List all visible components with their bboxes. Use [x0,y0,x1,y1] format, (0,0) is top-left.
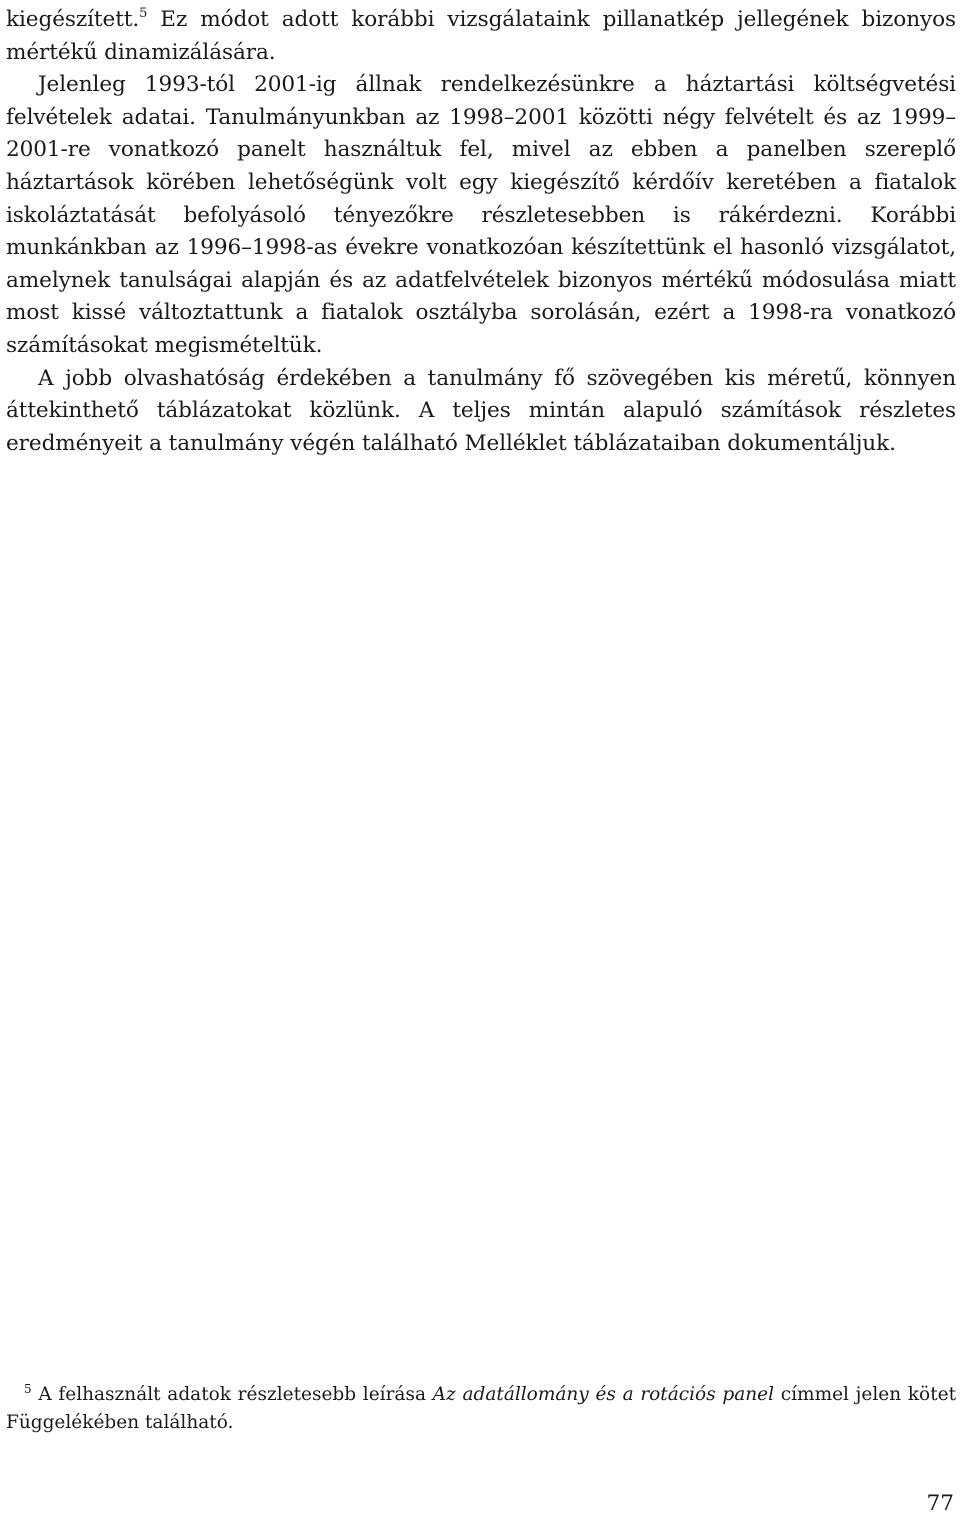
paragraph-tables-note: A jobb olvashatóság érdekében a tanulmány fő szövegében kis méretű, könnyen áttekinthető táblázatokat közlünk. A teljes mintán alapuló számítások részletes eredményeit a tanulmány végén található Melléklet táblázataiban dokumentáljuk. [6,365,956,456]
footnote-number: 5 [24,1382,32,1396]
main-text [6,4,956,460]
footnote-reference[interactable]: 5 [139,6,148,21]
page-number: 77 [926,1491,954,1516]
footnote [6,1381,956,1437]
paragraph-continuation [6,4,956,69]
footnote-text [6,1381,956,1437]
paragraph-text: kiegészített. [6,7,140,32]
paragraph-data-sources: Jelenleg 1993-tól 2001-ig állnak rendelkezésünkre a háztartási költségvetési felvételek adatai. Tanulmányunkban az 1998–2001 közötti négy felvételt és az 1999–2001-re vonatkozó panelt használtuk fel, mivel az ebben a panelben szereplő háztartások körében lehetőségünk volt egy kiegészítő kérdőív keretében a fiatalok iskoláztatását befolyásoló tényezőkre részletesebben is rákérdezni. Korábbi munkánkban az 1996–1998-as évekre vonatkozóan készítettünk el hasonló vizsgálatot, amelynek tanulságai alapján és az adatfelvételek bizonyos mértékű módosulása miatt most kissé változtattunk a fiatalok osztályba sorolásán, ezért a 1998-ra vonatkozó számításokat megismételtük. [6,72,956,358]
footnote-cited-title: Az adatállomány és a rotációs panel [432,1384,775,1405]
footnote-text-part: A felhasznált adatok részletesebb leírása [31,1384,433,1405]
paragraph-text: Ez módot adott korábbi vizsgálataink pillanatkép jellegének bizonyos mértékű dinamizálására. [6,7,956,65]
footnote-text-part: címmel jelen kötet Függelékében található. [6,1384,957,1433]
